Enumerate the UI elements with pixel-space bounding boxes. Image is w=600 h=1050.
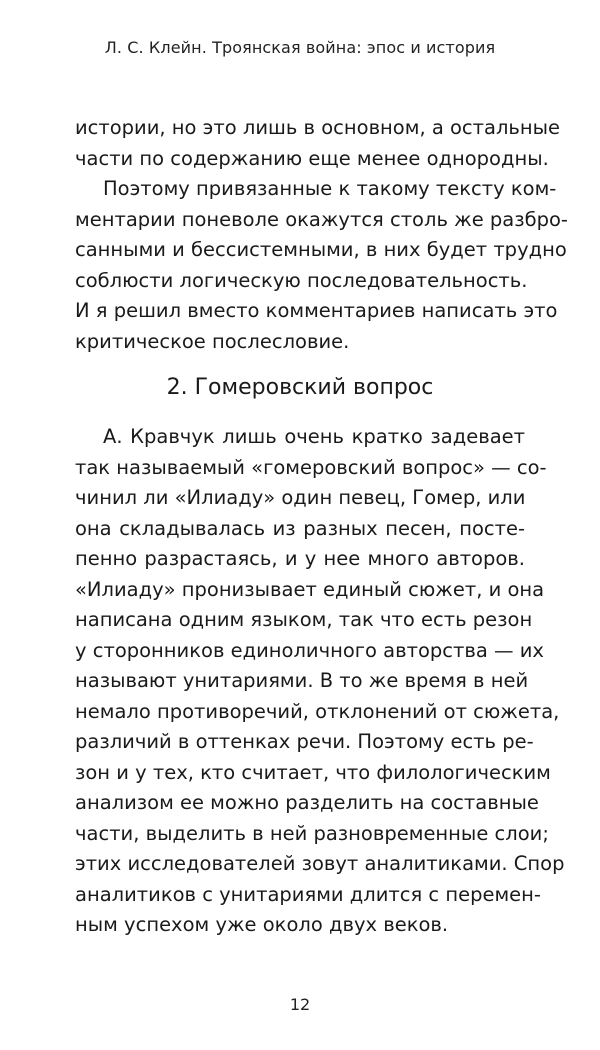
text-line: «Илиаду» пронизывает единый сюжет, и она (75, 577, 545, 601)
text-line: части по содержанию еще менее однородны. (75, 146, 549, 170)
text-line: анализом ее можно разделить на составные (75, 791, 539, 814)
text-line: А. Кравчук лишь очень кратко задевает (103, 425, 525, 448)
text-line: она складывалась из разных песен, посте- (75, 516, 525, 540)
text-line: написана одним языком, так что есть резон (75, 608, 533, 631)
text-line: зон и у тех, кто считает, что филологическим (75, 760, 551, 784)
text-line: так называемый «гомеровский вопрос» — со- (75, 455, 547, 479)
text-line: немало противоречий, отклонений от сюжета, (75, 699, 560, 723)
text-line: соблюсти логическую последовательность. (75, 268, 528, 292)
text-line: различий в оттенках речи. Поэтому есть ре- (75, 730, 534, 753)
body-text-top (75, 113, 568, 357)
text-line: чинил ли «Илиаду» один певец, Гомер, или (75, 486, 526, 509)
text-line: пенно разрастаясь, и у нее много авторов. (75, 547, 525, 570)
section-heading: 2. Гомеровский вопрос (166, 375, 434, 400)
text-line: санными и бессистемными, в них будет трудно (75, 238, 567, 261)
body-text-bottom (75, 422, 565, 941)
text-line: у сторонников единоличного авторства — их (75, 638, 544, 662)
text-line: этих исследователей зовут аналитиками. Спор (75, 852, 565, 875)
text-line: аналитиков с унитариями длится с перемен- (75, 882, 541, 906)
text-line: части, выделить в ней разновременные слои; (75, 821, 549, 845)
text-line: критическое послесловие. (75, 329, 350, 353)
page-number: 12 (289, 995, 311, 1014)
text-line: истории, но это лишь в основном, а остальные (75, 116, 561, 139)
text-line: ным успехом уже около двух веков. (75, 913, 449, 936)
text-line: называют унитариями. В то же время в ней (75, 669, 529, 692)
text-line: И я решил вместо комментариев написать это (75, 299, 558, 322)
text-line: Поэтому привязанные к такому тексту ком- (103, 177, 557, 200)
text-line: ментарии поневоле окажутся столь же разбро- (75, 207, 568, 231)
running-header: Л. С. Клейн. Троянская война: эпос и история (104, 38, 496, 57)
